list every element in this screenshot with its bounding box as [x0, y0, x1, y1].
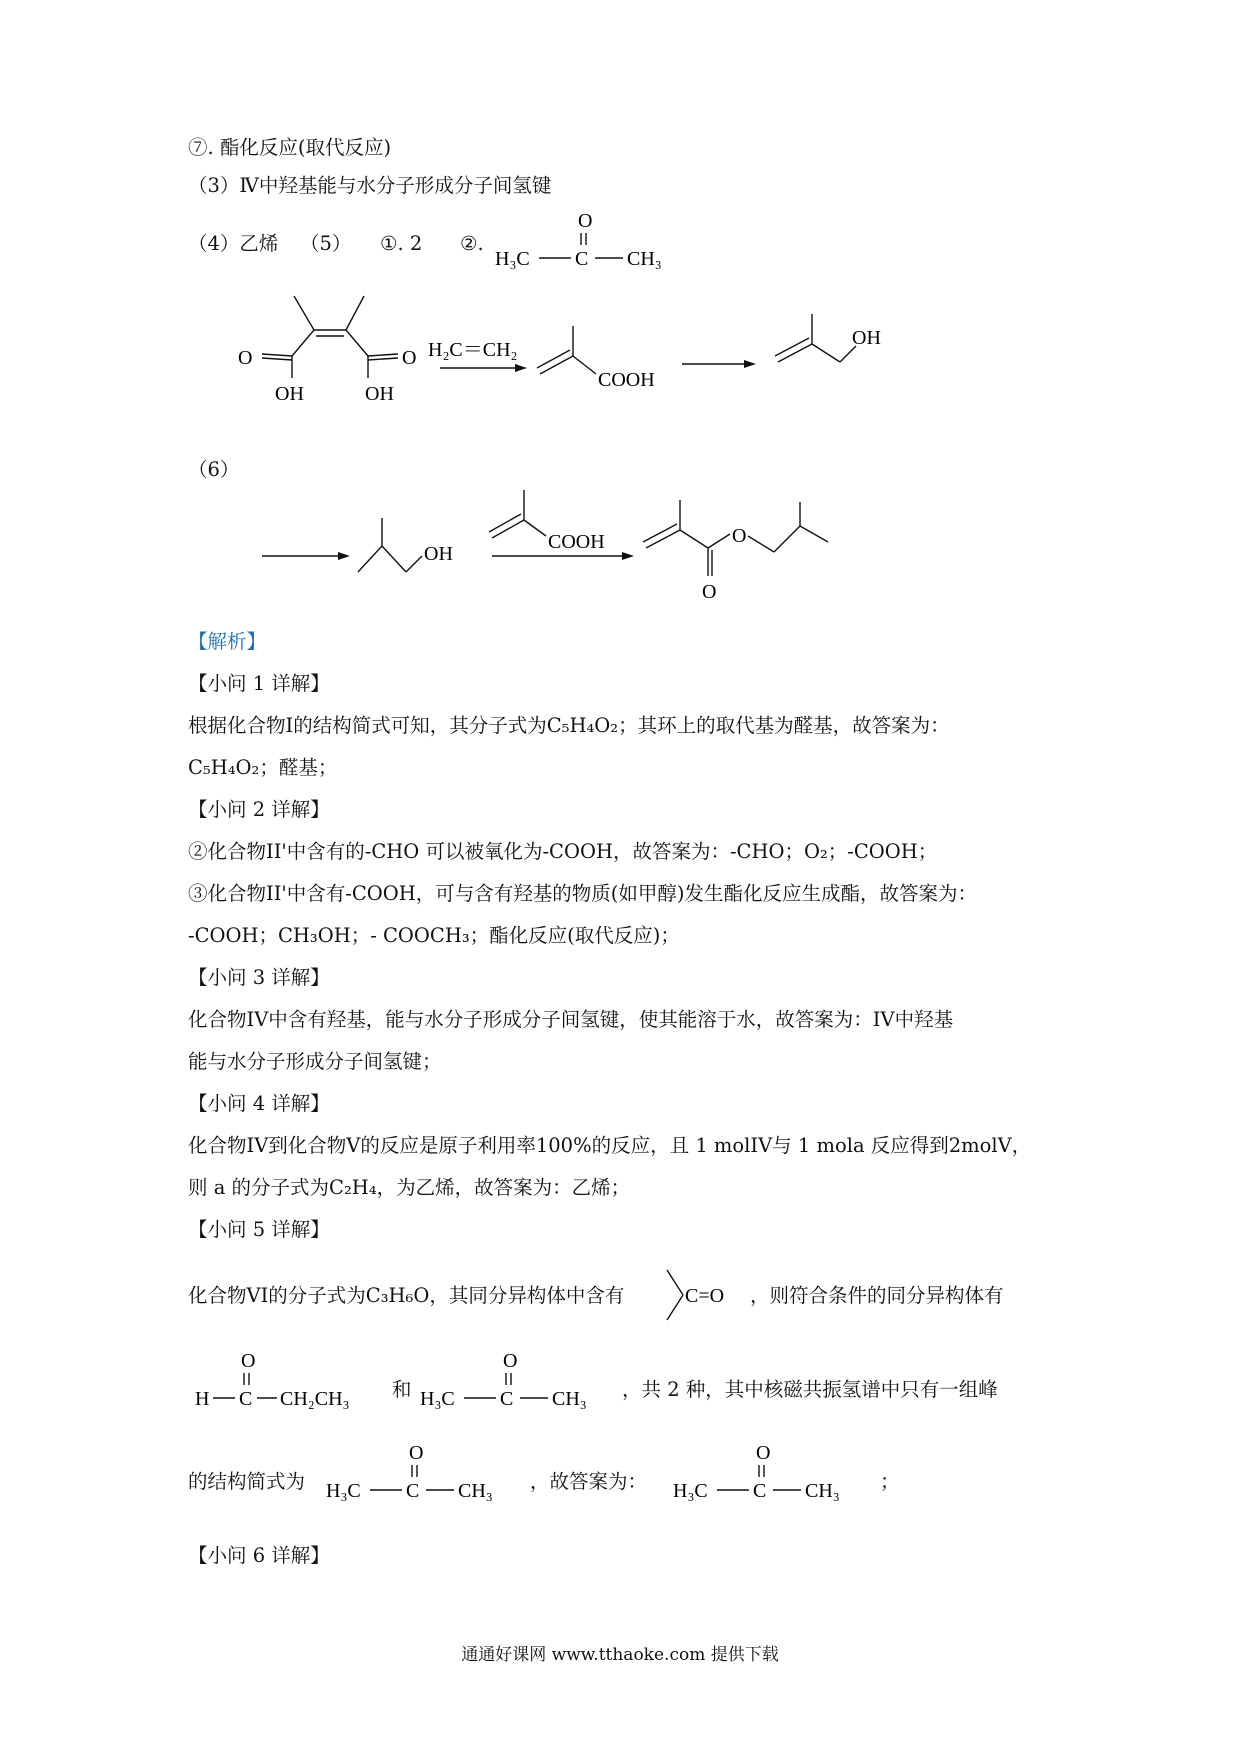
answer-q5-part1: ①. 2 [380, 232, 423, 255]
methacrylic-acid-reagent [489, 490, 605, 553]
section-5-line-1b: ，则符合条件的同分异构体有 [750, 1284, 1004, 1307]
section-2-heading: 【小问 2 详解】 [188, 798, 330, 821]
propanal-structure [195, 1345, 375, 1415]
svg-text:COOH: COOH [548, 531, 605, 553]
section-5-line-3b: ，故答案为： [530, 1470, 648, 1493]
section-4-line-2: 则 a 的分子式为C₂H₄，为乙烯，故答案为：乙烯； [188, 1176, 631, 1199]
section-1-line-2: C₅H₄O₂；醛基； [188, 756, 338, 779]
section-5-and: 和 [392, 1378, 412, 1401]
section-3-line-1: 化合物IV中含有羟基，能与水分子形成分子间氢键，使其能溶于水，故答案为：IV中羟基 [188, 1008, 954, 1031]
answer-line-7: ⑦. 酯化反应(取代反应) [188, 136, 392, 159]
section-5-line-2: ，共 2 种，其中核磁共振氢谱中只有一组峰 [622, 1378, 998, 1401]
section-5-line-1a: 化合物VI的分子式为C₃H₆O，其同分异构体中含有 [188, 1284, 625, 1307]
synthesis-route-row-1 [230, 290, 930, 420]
svg-text:CH₃: CH₃ [552, 1388, 587, 1410]
reaction-arrow-1 [440, 364, 527, 372]
answer-q3: （3）Ⅳ中羟基能与水分子形成分子间氢键 [188, 174, 552, 197]
answer-q5: （5） [300, 232, 352, 255]
svg-text:CH₃: CH₃ [458, 1480, 493, 1502]
svg-text:O: O [409, 1442, 424, 1464]
methallyl-alcohol-structure [775, 314, 881, 362]
methyl-right-label: CH₃ [627, 248, 662, 270]
svg-text:H₃C: H₃C [673, 1480, 708, 1502]
synthesis-route-row-2 [260, 470, 900, 620]
dimethylmaleic-acid-structure [238, 296, 416, 405]
section-4-line-1: 化合物IV到化合物V的反应是原子利用率100%的反应，且 1 molIV与 1 mola 反应得到2molV， [188, 1134, 1032, 1157]
section-5-line-3c: ； [880, 1470, 900, 1493]
section-2-line-1: ②化合物II'中含有的-CHO 可以被氧化为-COOH，故答案为：-CHO；O₂；-COOH； [188, 840, 938, 863]
section-4-heading: 【小问 4 详解】 [188, 1092, 330, 1115]
analysis-label: 【解析】 [188, 630, 267, 653]
svg-text:H: H [195, 1388, 210, 1410]
svg-text:O: O [732, 525, 747, 547]
methyl-left-label: H₃C [495, 248, 530, 270]
svg-text:OH: OH [424, 543, 453, 565]
svg-text:OH: OH [365, 383, 394, 405]
methacrylic-acid-structure [537, 326, 655, 391]
oxygen-label: O [578, 210, 593, 232]
svg-text:COOH: COOH [598, 369, 655, 391]
answer-q4: （4）乙烯 [188, 232, 279, 255]
section-5-line-3a: 的结构简式为 [188, 1470, 306, 1493]
svg-text:H₃C: H₃C [326, 1480, 361, 1502]
isobutanol-structure [358, 518, 453, 572]
svg-text:CH₃: CH₃ [805, 1480, 840, 1502]
carbon-label: C [575, 248, 589, 270]
answer-q6: （6） [188, 458, 240, 481]
reaction-arrow-4 [492, 552, 634, 560]
section-2-line-3: -COOH；CH₃OH；- COOCH₃；酯化反应(取代反应)； [188, 924, 680, 947]
isobutyl-methacrylate-structure [643, 500, 828, 603]
section-1-line-1: 根据化合物I的结构简式可知，其分子式为C₅H₄O₂；其环上的取代基为醛基，故答案为： [188, 714, 950, 737]
section-6-heading: 【小问 6 详解】 [188, 1544, 330, 1567]
svg-text:O: O [756, 1442, 771, 1464]
svg-text:O: O [503, 1350, 518, 1372]
page-footer: 通通好课网 www.tthaoke.com 提供下载 [461, 1645, 779, 1665]
svg-text:C: C [753, 1480, 767, 1502]
svg-text:CH₂CH₃: CH₂CH₃ [280, 1388, 350, 1410]
svg-text:OH: OH [852, 327, 881, 349]
section-1-heading: 【小问 1 详解】 [188, 672, 330, 695]
answer-q5-part2: ②. [460, 232, 484, 255]
ethylene-reagent: H₂C＝CH₂ [428, 339, 518, 361]
acetone-structure-3 [673, 1437, 853, 1507]
section-5-heading: 【小问 5 详解】 [188, 1218, 330, 1241]
section-2-line-2: ③化合物II'中含有-COOH，可与含有羟基的物质(如甲醇)发生酯化反应生成酯，故答案为： [188, 882, 977, 905]
svg-text:OH: OH [275, 383, 304, 405]
svg-text:O: O [241, 1350, 256, 1372]
svg-text:O: O [402, 347, 417, 369]
acetone-structure-2 [326, 1437, 506, 1507]
svg-text:C: C [500, 1388, 514, 1410]
acetone-structure-answer [495, 205, 675, 275]
svg-text:O: O [238, 347, 253, 369]
svg-text:H₃C: H₃C [420, 1388, 455, 1410]
svg-text:O: O [702, 581, 717, 603]
carbonyl-group-symbol [665, 1268, 745, 1322]
reaction-arrow-3 [262, 552, 350, 560]
acetone-structure-1 [420, 1345, 600, 1415]
section-3-line-2: 能与水分子形成分子间氢键； [188, 1050, 442, 1073]
section-3-heading: 【小问 3 详解】 [188, 966, 330, 989]
svg-text:C: C [406, 1480, 420, 1502]
svg-text:C=O: C=O [685, 1285, 725, 1307]
reaction-arrow-2 [682, 360, 756, 368]
svg-text:C: C [239, 1388, 253, 1410]
